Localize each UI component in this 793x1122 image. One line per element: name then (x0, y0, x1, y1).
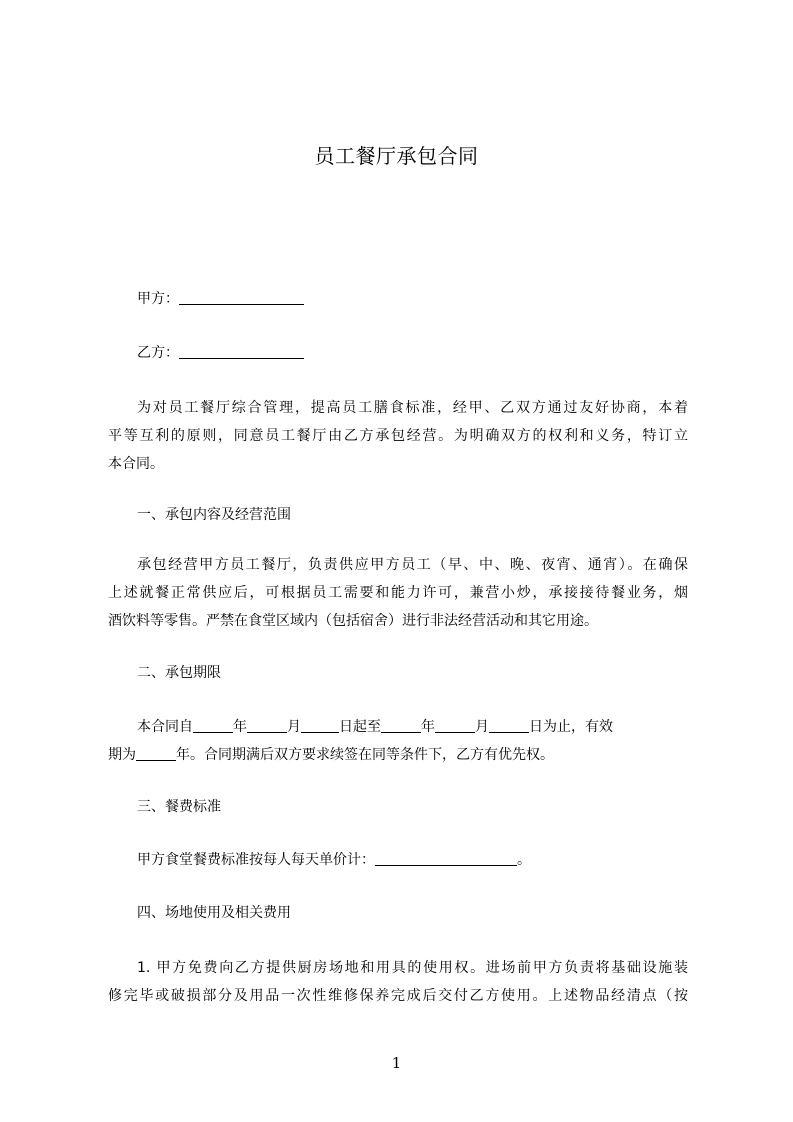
end-month-blank[interactable] (435, 718, 475, 733)
intro-line-2: 平等互利的原则，同意员工餐厅由乙方承包经营。为明确双方的权利和义务，特订立 (108, 428, 688, 444)
section1-line-1: 承包经营甲方员工餐厅，负责供应甲方员工（早、中、晚、夜宵、通宵）。在确保 (137, 557, 688, 573)
party-b-blank[interactable] (179, 344, 304, 359)
section1-heading: 一、承包内容及经营范围 (137, 507, 291, 523)
intro-line-1: 为对员工餐厅综合管理，提高员工膳食标准，经甲、乙双方通过友好协商，本着 (137, 400, 688, 416)
meal-fee-text: 甲方食堂餐费标准按每人每天单价计： (137, 852, 375, 868)
section2-line-2 (108, 740, 688, 771)
start-year-blank[interactable] (193, 718, 233, 733)
end-year-blank[interactable] (381, 718, 421, 733)
term-text-year: 年 (233, 719, 247, 735)
document-title: 员工餐厅承包合同 (314, 144, 479, 168)
section4-line-2: 修完毕或破损部分及用品一次性维修保养完成后交付乙方使用。上述物品经清点（按 (108, 988, 688, 1004)
meal-fee-end: 。 (517, 852, 531, 868)
intro-line-3: 本合同。 (108, 456, 164, 472)
term-years-blank[interactable] (136, 746, 176, 761)
start-day-blank[interactable] (301, 718, 339, 733)
start-month-blank[interactable] (247, 718, 287, 733)
section2-line-1 (137, 712, 688, 743)
term-text-start: 本合同自 (137, 719, 193, 735)
section1-line-2: 上述就餐正常供应后，可根据员工需要和能力许可，兼营小炒，承接接待餐业务，烟 (108, 585, 688, 601)
party-a-blank[interactable] (179, 290, 304, 305)
term-text-valid: 日为止，有效 (529, 719, 613, 735)
term-text-end-year: 年 (421, 719, 435, 735)
term-text-end-month: 月 (475, 719, 489, 735)
term-text-day-to: 日起至 (339, 719, 381, 735)
section3-heading: 三、餐费标准 (137, 799, 221, 815)
party-a-label: 甲方： (137, 291, 179, 307)
term-text-renewal: 年。合同期满后双方要求续签在同等条件下，乙方有优先权。 (176, 747, 554, 763)
section2-heading: 二、承包期限 (137, 665, 221, 681)
section3-line-1 (137, 845, 688, 876)
end-day-blank[interactable] (489, 718, 529, 733)
party-b-line (137, 338, 688, 369)
term-text-month: 月 (287, 719, 301, 735)
section4-line-1: 1. 甲方免费向乙方提供厨房场地和用具的使用权。进场前甲方负责将基础设施装 (137, 960, 688, 976)
meal-fee-blank[interactable] (375, 851, 517, 866)
party-b-label: 乙方： (137, 345, 179, 361)
term-text-period: 期为 (108, 747, 136, 763)
party-a-line (137, 284, 688, 315)
section4-heading: 四、场地使用及相关费用 (137, 905, 291, 921)
page-number: 1 (391, 1054, 402, 1072)
section1-line-3: 酒饮料等零售。严禁在食堂区域内（包括宿舍）进行非法经营活动和其它用途。 (108, 613, 598, 629)
